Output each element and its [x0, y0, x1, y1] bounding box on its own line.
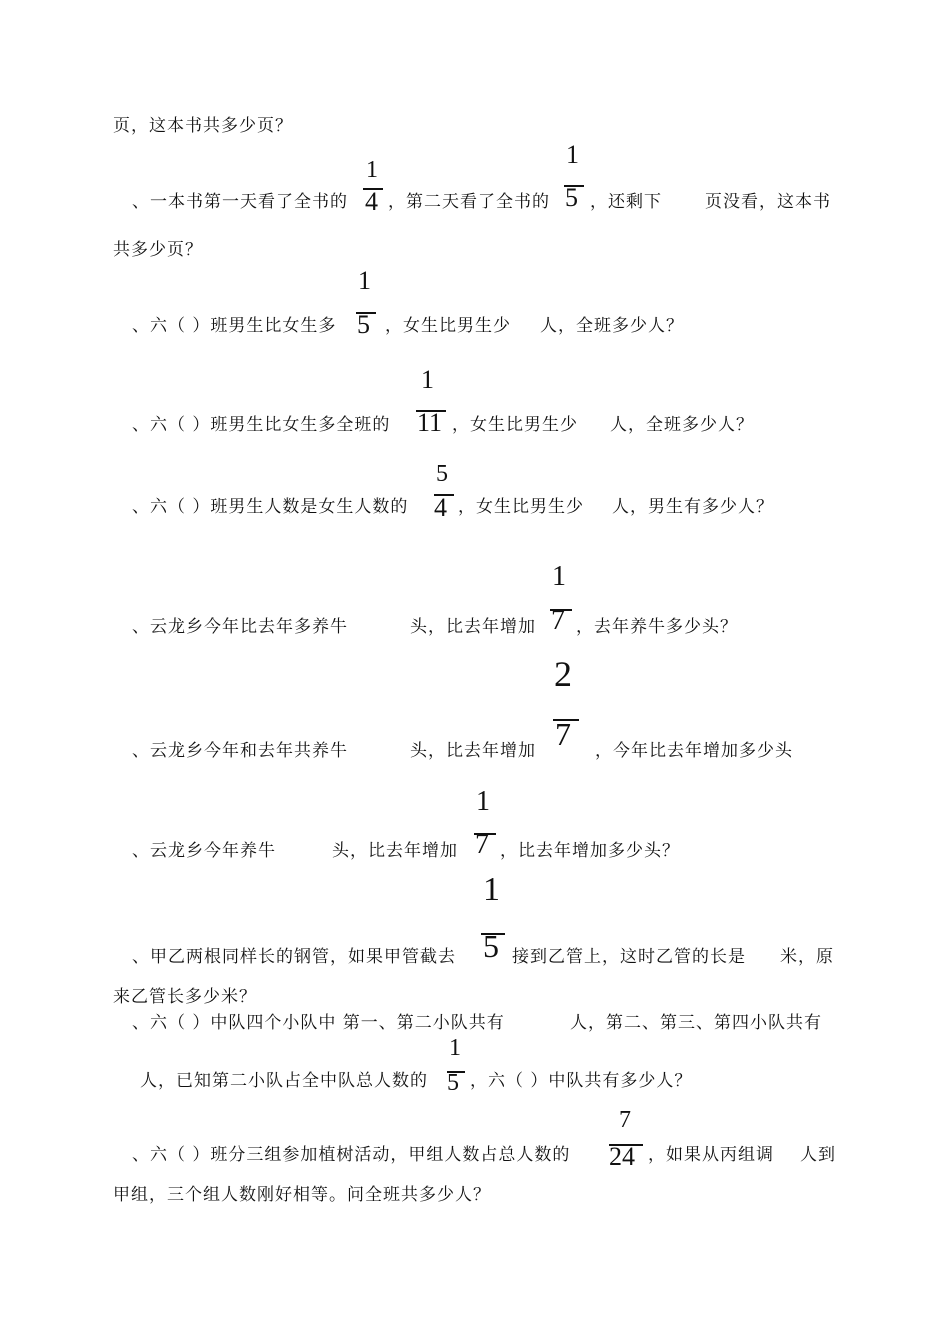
- problem-text: 、六（ ）班男生比女生多全班的: [132, 415, 391, 435]
- problem-text: 、六（ ）班男生人数是女生人数的: [132, 497, 409, 517]
- problem-text: 人，第二、第三、第四小队共有: [570, 1013, 822, 1033]
- problem-text: 、甲乙两根同样长的钢管，如果甲管截去: [132, 947, 456, 967]
- problem-text: 、云龙乡今年养牛: [132, 841, 276, 861]
- problem-text: ，比去年增加多少头？: [500, 841, 680, 861]
- fraction-numerator: 1: [449, 1035, 461, 1061]
- problem-text: 、六（ ）中队四个小队中 第一、第二小队共有: [132, 1013, 505, 1033]
- fraction-numerator: 1: [566, 140, 579, 169]
- problem-text: ，女生比男生少: [458, 497, 584, 517]
- problem-text: 接到乙管上，这时乙管的长是: [512, 947, 746, 967]
- problem-text: 人，全班多少人？: [610, 415, 754, 435]
- fraction-numerator: 5: [436, 461, 448, 487]
- problem-text: 、云龙乡今年比去年多养牛: [132, 617, 348, 637]
- problem-text: 头，比去年增加: [410, 741, 536, 761]
- fraction-denominator: 11: [417, 408, 443, 437]
- fraction-denominator: 7: [555, 716, 571, 752]
- fraction-numerator: 2: [554, 654, 572, 694]
- fraction-denominator: 7: [551, 605, 565, 636]
- fraction: [605, 1108, 649, 1174]
- problem-text: 、一本书第一天看了全书的: [132, 192, 348, 212]
- fraction-denominator: 7: [475, 829, 489, 860]
- fraction-numerator: 1: [358, 266, 371, 295]
- problem-text: 人，已知第二小队占全中队总人数的: [140, 1071, 428, 1091]
- fraction-numerator: 1: [366, 157, 378, 183]
- problem-text: 人，全班多少人？: [540, 316, 684, 336]
- fraction-numerator: 1: [483, 871, 500, 908]
- fraction-numerator: 7: [619, 1107, 631, 1133]
- fraction-numerator: 1: [552, 561, 566, 592]
- fraction-denominator: 5: [565, 183, 578, 212]
- fraction-denominator: 24: [609, 1142, 635, 1171]
- fraction-numerator: 1: [421, 365, 434, 394]
- fraction-denominator: 4: [434, 493, 447, 522]
- problem-text: ，去年养牛多少头？: [576, 617, 738, 637]
- fraction: [546, 563, 576, 639]
- fraction: [443, 1036, 471, 1098]
- problem-text: 人到: [800, 1145, 836, 1165]
- fraction: [478, 873, 512, 968]
- fraction-denominator: 5: [357, 310, 370, 339]
- problem-text: 人，男生有多少人？: [612, 497, 774, 517]
- problem-text: ，还剩下: [590, 192, 662, 212]
- problem-text: ，女生比男生少: [385, 316, 511, 336]
- fraction: [352, 268, 382, 338]
- fraction: [470, 788, 500, 864]
- problem-text: 、六（ ）班分三组参加植树活动，甲组人数占总人数的: [132, 1145, 571, 1165]
- problem-text: ，女生比男生少: [452, 415, 578, 435]
- problem-text: 甲组，三个组人数刚好相等。问全班共多少人？: [113, 1185, 491, 1205]
- fraction-denominator: 4: [365, 187, 378, 216]
- fraction: [412, 367, 452, 437]
- problem-text: 、六（ ）班男生比女生多: [132, 316, 337, 336]
- problem-text: ，六（ ）中队共有多少人？: [470, 1071, 693, 1091]
- problem-text: 共多少页？: [113, 240, 203, 260]
- problem-text: 来乙管长多少米？: [113, 987, 257, 1007]
- fraction-numerator: 1: [476, 786, 490, 817]
- problem-text: ，第二天看了全书的: [388, 192, 550, 212]
- problem-text: 米，原: [780, 947, 834, 967]
- text-line: 页，这本书共多少页？: [113, 116, 293, 136]
- fraction-denominator: 5: [483, 928, 499, 964]
- problem-text: ，今年比去年增加多少头: [595, 741, 793, 761]
- fraction: [358, 158, 388, 218]
- problem-text: ，如果从丙组调: [648, 1145, 774, 1165]
- fraction: [560, 142, 590, 212]
- problem-text: 头，比去年增加: [410, 617, 536, 637]
- problem-text: 、云龙乡今年和去年共养牛: [132, 741, 348, 761]
- problem-text: 页没看，这本书: [705, 192, 831, 212]
- problem-text: 头，比去年增加: [332, 841, 458, 861]
- fraction: [430, 462, 460, 524]
- fraction-denominator: 5: [447, 1070, 459, 1096]
- fraction: [550, 656, 584, 756]
